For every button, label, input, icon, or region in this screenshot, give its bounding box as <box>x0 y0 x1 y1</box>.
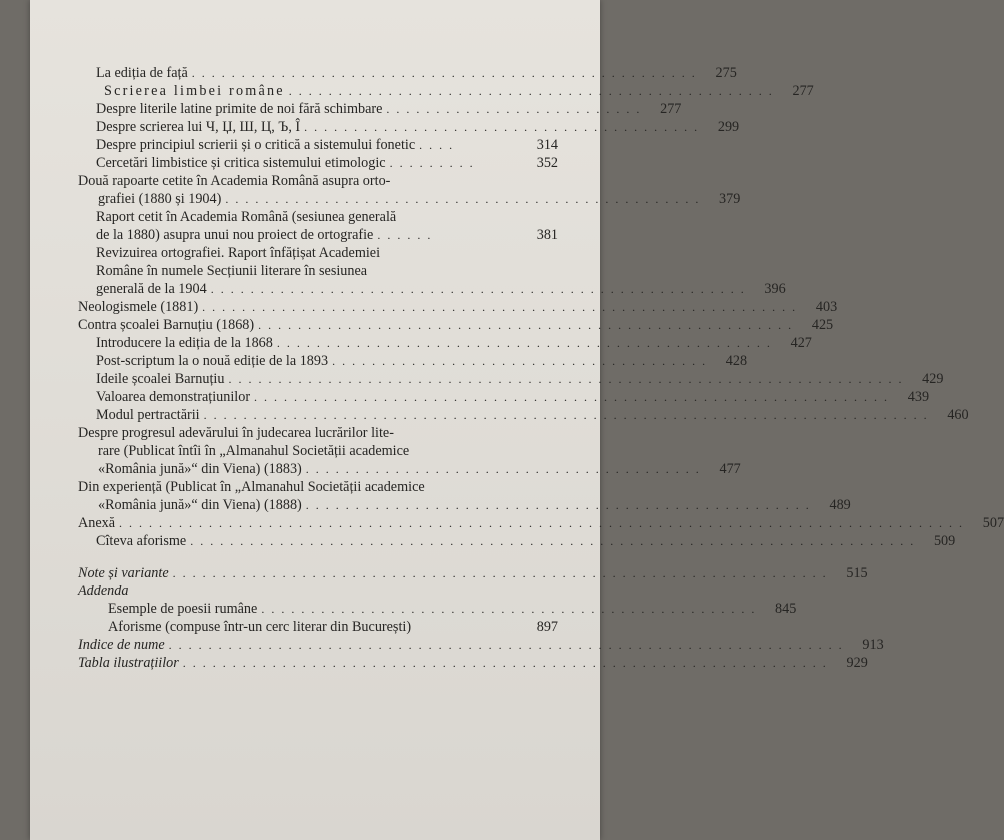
toc-entry-title: Aforisme (compuse într-un cerc literar din București) <box>108 619 412 635</box>
toc-entry: Contra școalei Barnuțiu (1868) . . . . . . . . . . . . . . . . . . . . . . . . . . . . . . . . . . . . . . . . . . . . . . . . . . . . . . 425 <box>78 317 834 333</box>
toc-entry-page: 277 <box>660 101 682 117</box>
toc-entry: Note și variante . . . . . . . . . . . . . . . . . . . . . . . . . . . . . . . . . . . . . . . . . . . . . . . . . . . . . . . . . . . . . . . . . . 515 <box>78 565 868 581</box>
toc-entry-title: Neologismele (1881) <box>78 299 199 315</box>
toc-entry-title: Anexă <box>78 515 116 531</box>
toc-entry: Neologismele (1881) . . . . . . . . . . . . . . . . . . . . . . . . . . . . . . . . . . . . . . . . . . . . . . . . . . . . . . . . . . . . 403 <box>78 299 838 315</box>
toc-entry-page: 489 <box>829 497 851 513</box>
toc-entry-line: grafiei (1880 și 1904) <box>98 191 222 207</box>
toc-entry-title: Despre principiul scrierii și o critică a sistemului fonetic <box>96 137 416 153</box>
toc-entry-title: Indice de nume <box>78 637 165 653</box>
toc-entry-title: Despre scrierea lui Ч, Џ, Ш, Ц, Ъ, Î <box>96 119 301 135</box>
toc-entry: Despre progresul adevărului în judecarea lucrărilor lite- rare (Publicat întîi în „Almanahul Societății academice «România jună»“ din Viena) (1883) . . . . . . . . . . . . . . . . . . . . . . . . . . . . . . . . . . . . . . . . 477 <box>78 425 741 477</box>
toc-entry-line: Române în numele Secțiunii literare în sesiunea <box>96 263 368 279</box>
toc-entry: Ideile școalei Barnuțiu . . . . . . . . . . . . . . . . . . . . . . . . . . . . . . . . . . . . . . . . . . . . . . . . . . . . . . . . . . . . . . . . . . . . 429 <box>96 371 944 387</box>
toc-entry <box>78 618 558 636</box>
toc-entry-title: Cîteva aforisme <box>96 533 187 549</box>
toc-entry: Scrierea limbei române . . . . . . . . . . . . . . . . . . . . . . . . . . . . . . . . . . . . . . . . . . . . . . . . . 277 <box>104 83 814 99</box>
toc-entry: Cîteva aforisme . . . . . . . . . . . . . . . . . . . . . . . . . . . . . . . . . . . . . . . . . . . . . . . . . . . . . . . . . . . . . . . . . . . . . . . . . 509 <box>96 533 956 549</box>
toc-entry: Două rapoarte cetite în Academia Română asupra orto- grafiei (1880 și 1904) . . . . . . . . . . . . . . . . . . . . . . . . . . . . . . . . . . . . . . . . . . . . . . . . 379 <box>78 173 741 207</box>
toc-entry: Introducere la ediția de la 1868 . . . . . . . . . . . . . . . . . . . . . . . . . . . . . . . . . . . . . . . . . . . . . . . . . . 427 <box>96 335 812 351</box>
toc-entry-line: rare (Publicat întîi în „Almanahul Societății academice <box>98 443 410 459</box>
table-of-contents <box>78 64 1004 672</box>
toc-entry-page: 439 <box>907 389 930 405</box>
toc-entry-page: 299 <box>717 119 740 135</box>
toc-entry-line: Revizuirea ortografiei. Raport înfățișat Academiei <box>96 245 381 261</box>
toc-entry-page: 845 <box>775 601 797 617</box>
toc-entry-page: 913 <box>862 637 884 653</box>
toc-entry-title: Tabla ilustrațiilor <box>78 655 179 671</box>
toc-entry-page: 381 <box>536 227 558 243</box>
toc-entry: Din experiență (Publicat în „Almanahul Societății academice «România jună»“ din Viena) (1888) . . . . . . . . . . . . . . . . . . . . . . . . . . . . . . . . . . . . . . . . . . . . . . . . . . . 489 <box>78 479 851 513</box>
toc-entry-line: de la 1880) asupra unui nou proiect de ortografie <box>96 227 374 243</box>
toc-entry-title: Contra școalei Barnuțiu (1868) <box>78 317 255 333</box>
toc-entry-line: «România jună»“ din Viena) (1883) <box>98 461 302 477</box>
toc-entry-page: 509 <box>933 533 956 549</box>
toc-entry-page: 277 <box>792 83 814 99</box>
toc-entry-page: 427 <box>790 335 812 351</box>
toc-entry-page: 428 <box>725 353 748 369</box>
toc-entry: Valoarea demonstrațiunilor . . . . . . . . . . . . . . . . . . . . . . . . . . . . . . . . . . . . . . . . . . . . . . . . . . . . . . . . . . . . . . . . 439 <box>96 389 930 405</box>
toc-entry-page: 275 <box>715 65 737 81</box>
toc-entry-title: Scrierea limbei române <box>104 83 285 99</box>
toc-entry <box>78 582 558 600</box>
toc-entry: Post-scriptum la o nouă ediție de la 1893 . . . . . . . . . . . . . . . . . . . . . . . . . . . . . . . . . . . . . . 428 <box>96 353 748 369</box>
toc-entry: Anexă . . . . . . . . . . . . . . . . . . . . . . . . . . . . . . . . . . . . . . . . . . . . . . . . . . . . . . . . . . . . . . . . . . . . . . . . . . . . . . . . . . . . . 507 <box>78 515 1004 531</box>
toc-entry-page: 379 <box>719 191 741 207</box>
toc-entry-line: Raport cetit în Academia Română (sesiunea generală <box>96 209 397 225</box>
toc-entry-title: Introducere la ediția de la 1868 <box>96 335 273 351</box>
toc-entry: Indice de nume . . . . . . . . . . . . . . . . . . . . . . . . . . . . . . . . . . . . . . . . . . . . . . . . . . . . . . . . . . . . . . . . . . . . 913 <box>78 637 884 653</box>
toc-entry-title: Note și variante <box>78 565 169 581</box>
toc-entry: Despre scrierea lui Ч, Џ, Ш, Ц, Ъ, Î . . . . . . . . . . . . . . . . . . . . . . . . . . . . . . . . . . . . . . . . 299 <box>96 119 740 135</box>
toc-entry-title: La ediția de față <box>96 65 188 81</box>
toc-entry-line: «România jună»“ din Viena) (1888) <box>98 497 302 513</box>
toc-entry-page: 314 <box>536 137 558 153</box>
toc-entry-page: 429 <box>922 371 944 387</box>
toc-entry-page: 460 <box>947 407 969 423</box>
toc-entry-title: Despre literile latine primite de noi fără schimbare <box>96 101 383 117</box>
toc-entry: Revizuirea ortografiei. Raport înfățișat Academiei Române în numele Secțiunii literare în sesiunea generală de la 1904 . . . . . . . . . . . . . . . . . . . . . . . . . . . . . . . . . . . . . . . . . . . . . . . . . . . . . . 396 <box>96 245 786 297</box>
toc-entry-page: 477 <box>719 461 741 477</box>
toc-entry-line: Două rapoarte cetite în Academia Română asupra orto- <box>78 173 391 189</box>
toc-entry: Despre principiul scrierii și o critică a sistemului fonetic . . . . 314 <box>96 137 558 153</box>
toc-entry-title: Post-scriptum la o nouă ediție de la 1893 <box>96 353 329 369</box>
toc-entry-page: 929 <box>846 655 868 671</box>
toc-entry: Despre literile latine primite de noi fără schimbare . . . . . . . . . . . . . . . . . . . . . . . . . . 277 <box>96 101 682 117</box>
toc-entry: Cercetări limbistice și critica sistemului etimologic . . . . . . . . . 352 <box>96 155 558 171</box>
toc-entry-line: Din experiență (Publicat în „Almanahul Societății academice <box>78 479 425 495</box>
toc-entry: Tabla ilustrațiilor . . . . . . . . . . . . . . . . . . . . . . . . . . . . . . . . . . . . . . . . . . . . . . . . . . . . . . . . . . . . . . . . . 929 <box>78 655 868 671</box>
toc-entry-page: 515 <box>846 565 868 581</box>
toc-entry: La ediția de față . . . . . . . . . . . . . . . . . . . . . . . . . . . . . . . . . . . . . . . . . . . . . . . . . . . 275 <box>96 65 737 81</box>
toc-entry: Modul pertractării . . . . . . . . . . . . . . . . . . . . . . . . . . . . . . . . . . . . . . . . . . . . . . . . . . . . . . . . . . . . . . . . . . . . . . . . . 460 <box>96 407 969 423</box>
toc-entry: Esemple de poesii rumâne . . . . . . . . . . . . . . . . . . . . . . . . . . . . . . . . . . . . . . . . . . . . . . . . . . 845 <box>108 601 797 617</box>
book-page <box>30 0 1004 840</box>
toc-entry-line: generală de la 1904 <box>96 281 207 297</box>
toc-entry-page: 897 <box>536 619 558 635</box>
toc-entry-page: 352 <box>536 155 558 171</box>
toc-entry-page: 507 <box>982 515 1004 531</box>
toc-entry-page: 403 <box>815 299 838 315</box>
toc-entry-line: Despre progresul adevărului în judecarea lucrărilor lite- <box>78 425 394 441</box>
toc-entry-title: Valoarea demonstrațiunilor <box>96 389 251 405</box>
toc-entry-title: Cercetări limbistice și critica sistemului etimologic <box>96 155 386 171</box>
toc-entry-page: 396 <box>764 281 786 297</box>
toc-entry-title: Modul pertractării <box>96 407 200 423</box>
toc-entry-page: 425 <box>811 317 834 333</box>
toc-entry: Raport cetit în Academia Română (sesiunea generală de la 1880) asupra unui nou proiect de ortografie . . . . . . 381 <box>96 209 558 243</box>
toc-entry-title: Ideile școalei Barnuțiu <box>96 371 225 387</box>
toc-entry-title: Esemple de poesii rumâne <box>108 601 258 617</box>
toc-entry-title: Addenda <box>78 583 129 599</box>
